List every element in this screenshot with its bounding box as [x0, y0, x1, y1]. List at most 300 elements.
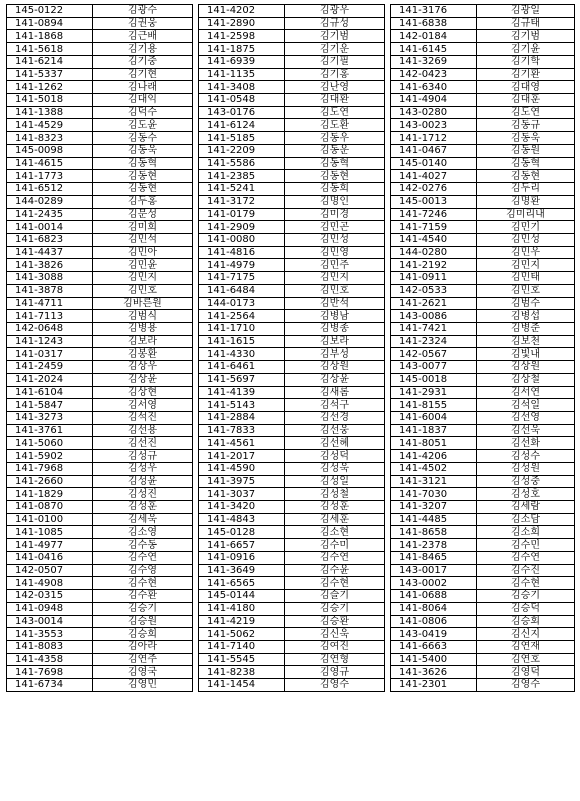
- member-code-cell: 141-0100: [7, 513, 93, 526]
- member-code-cell: 141-4219: [199, 615, 285, 628]
- member-name-cell: 김미희: [93, 221, 193, 234]
- member-code-cell: 143-0017: [391, 564, 477, 577]
- member-name-cell: 김신욱: [285, 628, 385, 641]
- member-code-cell: 141-6461: [199, 361, 285, 374]
- member-code-cell: 141-5337: [7, 68, 93, 81]
- member-name-cell: 김도연: [285, 106, 385, 119]
- member-code-cell: 141-6657: [199, 539, 285, 552]
- table-row: [7, 475, 575, 488]
- member-name-cell: 김수진: [477, 564, 575, 577]
- member-code-cell: 141-0014: [7, 221, 93, 234]
- table-row: [7, 68, 575, 81]
- member-name-cell: 김선진: [93, 437, 193, 450]
- member-name-cell: 김소영: [93, 526, 193, 539]
- table-row: [7, 462, 575, 475]
- member-code-cell: 141-2890: [199, 17, 285, 30]
- member-code-cell: 143-0419: [391, 628, 477, 641]
- member-code-cell: 143-0176: [199, 106, 285, 119]
- member-code-cell: 141-2884: [199, 412, 285, 425]
- member-name-cell: 김승기: [93, 602, 193, 615]
- table-row: [7, 132, 575, 145]
- member-code-cell: 141-3626: [391, 666, 477, 679]
- member-code-cell: 141-1710: [199, 322, 285, 335]
- member-name-cell: 김광수: [93, 5, 193, 18]
- member-name-cell: 김대환: [285, 94, 385, 107]
- member-code-cell: 145-0098: [7, 144, 93, 157]
- table-row: [7, 322, 575, 335]
- member-code-cell: 141-4979: [199, 259, 285, 272]
- member-code-cell: 141-1085: [7, 526, 93, 539]
- member-code-cell: 142-0276: [391, 183, 477, 196]
- member-code-cell: 141-5847: [7, 399, 93, 412]
- member-code-cell: 141-8051: [391, 437, 477, 450]
- member-name-cell: 김대훈: [477, 94, 575, 107]
- member-code-cell: 141-2909: [199, 221, 285, 234]
- member-code-cell: 141-3088: [7, 272, 93, 285]
- member-name-cell: 김동욱: [477, 132, 575, 145]
- member-code-cell: 141-3826: [7, 259, 93, 272]
- member-code-cell: 141-2378: [391, 539, 477, 552]
- member-name-cell: 김세욱: [93, 513, 193, 526]
- member-name-cell: 김민영: [285, 246, 385, 259]
- member-name-cell: 김범식: [93, 310, 193, 323]
- member-name-cell: 김동현: [477, 170, 575, 183]
- member-name-cell: 김수민: [477, 539, 575, 552]
- member-code-cell: 141-3037: [199, 488, 285, 501]
- member-code-cell: 141-6004: [391, 412, 477, 425]
- table-row: [7, 81, 575, 94]
- table-row: [7, 640, 575, 653]
- table-row: [7, 602, 575, 615]
- member-code-cell: 141-1712: [391, 132, 477, 145]
- member-code-cell: 141-5400: [391, 653, 477, 666]
- member-name-cell: 김보라: [285, 335, 385, 348]
- member-name-cell: 김수윤: [285, 564, 385, 577]
- member-name-cell: 김성윤: [93, 475, 193, 488]
- member-code-cell: 141-3121: [391, 475, 477, 488]
- member-code-cell: 141-8323: [7, 132, 93, 145]
- member-name-cell: 김기중: [93, 55, 193, 68]
- member-code-cell: 141-2192: [391, 259, 477, 272]
- member-code-cell: 141-0548: [199, 94, 285, 107]
- table-row: [7, 590, 575, 603]
- member-code-cell: 141-0688: [391, 590, 477, 603]
- member-name-cell: 김민석: [93, 233, 193, 246]
- member-name-cell: 김도환: [285, 119, 385, 132]
- table-row: [7, 551, 575, 564]
- member-code-cell: 143-0014: [7, 615, 93, 628]
- member-code-cell: 141-4977: [7, 539, 93, 552]
- member-name-cell: 김민호: [93, 284, 193, 297]
- member-code-cell: 141-6939: [199, 55, 285, 68]
- table-row: [7, 513, 575, 526]
- member-code-cell: 142-0423: [391, 68, 477, 81]
- member-name-cell: 김선혜: [285, 437, 385, 450]
- member-code-cell: 141-1388: [7, 106, 93, 119]
- member-code-cell: 141-6104: [7, 386, 93, 399]
- member-code-cell: 141-0916: [199, 551, 285, 564]
- table-row: [7, 361, 575, 374]
- member-name-cell: 김규태: [477, 17, 575, 30]
- member-code-cell: 145-0140: [391, 157, 477, 170]
- member-code-cell: 141-6512: [7, 183, 93, 196]
- member-name-cell: 김기환: [477, 68, 575, 81]
- member-code-cell: 141-0416: [7, 551, 93, 564]
- member-code-cell: 141-6340: [391, 81, 477, 94]
- member-name-cell: 김명인: [285, 195, 385, 208]
- member-code-cell: 141-7159: [391, 221, 477, 234]
- member-code-cell: 143-0002: [391, 577, 477, 590]
- member-code-cell: 141-7421: [391, 322, 477, 335]
- member-code-cell: 141-6484: [199, 284, 285, 297]
- table-row: [7, 297, 575, 310]
- table-row: [7, 157, 575, 170]
- member-name-cell: 김상윤: [93, 373, 193, 386]
- member-name-cell: 김병준: [477, 322, 575, 335]
- member-name-cell: 김수연: [93, 551, 193, 564]
- member-code-cell: 141-7833: [199, 424, 285, 437]
- member-name-cell: 김연호: [477, 653, 575, 666]
- member-code-cell: 141-6214: [7, 55, 93, 68]
- table-row: [7, 17, 575, 30]
- member-code-cell: 141-4561: [199, 437, 285, 450]
- member-name-cell: 김소현: [285, 526, 385, 539]
- member-code-cell: 141-0948: [7, 602, 93, 615]
- table-row: [7, 386, 575, 399]
- member-code-cell: 141-1829: [7, 488, 93, 501]
- member-code-cell: 141-4540: [391, 233, 477, 246]
- member-code-cell: 141-3273: [7, 412, 93, 425]
- table-row: [7, 348, 575, 361]
- member-code-cell: 141-4180: [199, 602, 285, 615]
- member-code-cell: 141-1875: [199, 43, 285, 56]
- member-code-cell: 141-3172: [199, 195, 285, 208]
- member-code-cell: 141-6124: [199, 119, 285, 132]
- member-code-cell: 141-4202: [199, 5, 285, 18]
- member-name-cell: 김동현: [93, 170, 193, 183]
- member-name-cell: 김영규: [285, 666, 385, 679]
- member-name-cell: 김승원: [93, 615, 193, 628]
- member-code-cell: 141-0870: [7, 501, 93, 514]
- member-name-cell: 김영민: [93, 679, 193, 692]
- member-code-cell: 141-4816: [199, 246, 285, 259]
- member-code-cell: 141-6145: [391, 43, 477, 56]
- member-code-cell: 141-5586: [199, 157, 285, 170]
- member-name-cell: 김민지: [477, 259, 575, 272]
- member-name-cell: 김권웅: [93, 17, 193, 30]
- member-name-cell: 김영국: [93, 666, 193, 679]
- member-code-cell: 141-1868: [7, 30, 93, 43]
- member-list-table: [6, 4, 575, 692]
- member-name-cell: 김민호: [477, 284, 575, 297]
- table-row: [7, 335, 575, 348]
- member-code-cell: 141-7175: [199, 272, 285, 285]
- member-name-cell: 김미리내: [477, 208, 575, 221]
- member-code-cell: 141-4904: [391, 94, 477, 107]
- member-code-cell: 141-2564: [199, 310, 285, 323]
- member-code-cell: 142-0533: [391, 284, 477, 297]
- member-name-cell: 김광일: [477, 5, 575, 18]
- member-name-cell: 김영수: [477, 679, 575, 692]
- member-name-cell: 김두홍: [93, 195, 193, 208]
- member-name-cell: 김민기: [477, 221, 575, 234]
- member-code-cell: 141-6838: [391, 17, 477, 30]
- member-name-cell: 김연주: [93, 653, 193, 666]
- table-row: [7, 183, 575, 196]
- member-name-cell: 김상윤: [285, 373, 385, 386]
- member-name-cell: 김동혁: [477, 157, 575, 170]
- member-name-cell: 김성수: [477, 450, 575, 463]
- member-name-cell: 김바른원: [93, 297, 193, 310]
- member-name-cell: 김두리: [477, 183, 575, 196]
- member-code-cell: 141-5618: [7, 43, 93, 56]
- member-code-cell: 141-8083: [7, 640, 93, 653]
- member-code-cell: 141-2459: [7, 361, 93, 374]
- member-name-cell: 김동혁: [93, 157, 193, 170]
- member-name-cell: 김규성: [285, 17, 385, 30]
- member-name-cell: 김보라: [93, 335, 193, 348]
- member-code-cell: 141-0317: [7, 348, 93, 361]
- member-name-cell: 김수환: [93, 590, 193, 603]
- member-code-cell: 141-4615: [7, 157, 93, 170]
- table-row: [7, 373, 575, 386]
- member-code-cell: 141-6663: [391, 640, 477, 653]
- table-row: [7, 628, 575, 641]
- table-row: [7, 653, 575, 666]
- member-code-cell: 141-7030: [391, 488, 477, 501]
- member-name-cell: 김기범: [477, 30, 575, 43]
- member-name-cell: 김수현: [93, 577, 193, 590]
- member-code-cell: 141-7968: [7, 462, 93, 475]
- member-code-cell: 141-8658: [391, 526, 477, 539]
- member-name-cell: 김선웅: [285, 424, 385, 437]
- member-name-cell: 김대영: [477, 81, 575, 94]
- member-name-cell: 김도윤: [93, 119, 193, 132]
- table-row: [7, 144, 575, 157]
- member-name-cell: 김명환: [477, 195, 575, 208]
- member-name-cell: 김기윤: [477, 43, 575, 56]
- member-name-cell: 김민성: [285, 233, 385, 246]
- member-code-cell: 141-0911: [391, 272, 477, 285]
- member-name-cell: 김세람: [477, 501, 575, 514]
- member-code-cell: 142-0567: [391, 348, 477, 361]
- member-code-cell: 141-1454: [199, 679, 285, 692]
- table-row: [7, 55, 575, 68]
- member-code-cell: 141-8064: [391, 602, 477, 615]
- member-code-cell: 141-4027: [391, 170, 477, 183]
- table-row: [7, 170, 575, 183]
- member-name-cell: 김소희: [477, 526, 575, 539]
- member-code-cell: 141-6565: [199, 577, 285, 590]
- member-name-cell: 김선화: [477, 437, 575, 450]
- member-name-cell: 김성훈: [285, 501, 385, 514]
- member-name-cell: 김석구: [285, 399, 385, 412]
- member-code-cell: 141-2598: [199, 30, 285, 43]
- member-code-cell: 145-0128: [199, 526, 285, 539]
- member-code-cell: 141-4529: [7, 119, 93, 132]
- member-name-cell: 김기범: [285, 30, 385, 43]
- member-name-cell: 김민윤: [93, 259, 193, 272]
- member-code-cell: 141-1262: [7, 81, 93, 94]
- member-name-cell: 김수현: [477, 577, 575, 590]
- member-name-cell: 김기필: [285, 55, 385, 68]
- member-code-cell: 144-0173: [199, 297, 285, 310]
- table-row: [7, 246, 575, 259]
- member-code-cell: 141-2324: [391, 335, 477, 348]
- member-name-cell: 김미경: [285, 208, 385, 221]
- member-code-cell: 144-0289: [7, 195, 93, 208]
- member-name-cell: 김아라: [93, 640, 193, 653]
- member-name-cell: 김서연: [477, 386, 575, 399]
- member-code-cell: 141-0894: [7, 17, 93, 30]
- member-code-cell: 145-0018: [391, 373, 477, 386]
- member-code-cell: 141-5545: [199, 653, 285, 666]
- member-code-cell: 142-0315: [7, 590, 93, 603]
- member-name-cell: 김서영: [93, 399, 193, 412]
- member-code-cell: 141-4437: [7, 246, 93, 259]
- member-name-cell: 김반석: [285, 297, 385, 310]
- member-name-cell: 김성철: [285, 488, 385, 501]
- table-row: [7, 221, 575, 234]
- member-code-cell: 141-4590: [199, 462, 285, 475]
- member-name-cell: 김수미: [285, 539, 385, 552]
- member-code-cell: 141-2024: [7, 373, 93, 386]
- member-name-cell: 김기용: [93, 43, 193, 56]
- member-name-cell: 김민태: [477, 272, 575, 285]
- member-code-cell: 141-5018: [7, 94, 93, 107]
- table-row: [7, 450, 575, 463]
- member-code-cell: 141-1243: [7, 335, 93, 348]
- member-name-cell: 김문성: [93, 208, 193, 221]
- member-code-cell: 141-1837: [391, 424, 477, 437]
- table-row: [7, 94, 575, 107]
- member-name-cell: 김부성: [285, 348, 385, 361]
- member-name-cell: 김선용: [93, 424, 193, 437]
- member-name-cell: 김상철: [477, 373, 575, 386]
- member-name-cell: 김병남: [285, 310, 385, 323]
- member-code-cell: 141-4206: [391, 450, 477, 463]
- member-code-cell: 141-5060: [7, 437, 93, 450]
- member-name-cell: 김선영: [477, 412, 575, 425]
- member-code-cell: 145-0013: [391, 195, 477, 208]
- member-code-cell: 141-2435: [7, 208, 93, 221]
- member-name-cell: 김동현: [285, 170, 385, 183]
- member-name-cell: 김수동: [93, 539, 193, 552]
- member-code-cell: 141-3269: [391, 55, 477, 68]
- member-code-cell: 141-3878: [7, 284, 93, 297]
- member-name-cell: 김승환: [285, 615, 385, 628]
- table-row: [7, 208, 575, 221]
- member-name-cell: 김병섭: [477, 310, 575, 323]
- member-code-cell: 141-3420: [199, 501, 285, 514]
- member-code-cell: 141-0806: [391, 615, 477, 628]
- member-name-cell: 김동현: [93, 183, 193, 196]
- member-name-cell: 김연형: [285, 653, 385, 666]
- member-name-cell: 김새롬: [285, 386, 385, 399]
- member-name-cell: 김상원: [285, 361, 385, 374]
- member-code-cell: 143-0023: [391, 119, 477, 132]
- member-name-cell: 김기학: [477, 55, 575, 68]
- member-code-cell: 141-8155: [391, 399, 477, 412]
- member-code-cell: 141-3408: [199, 81, 285, 94]
- member-name-cell: 김덕수: [93, 106, 193, 119]
- member-name-cell: 김영수: [285, 679, 385, 692]
- member-name-cell: 김세훈: [285, 513, 385, 526]
- table-row: [7, 577, 575, 590]
- member-name-cell: 김여진: [285, 640, 385, 653]
- member-name-cell: 김성원: [477, 462, 575, 475]
- member-code-cell: 141-4358: [7, 653, 93, 666]
- member-name-cell: 김성훈: [93, 501, 193, 514]
- member-name-cell: 김선욱: [477, 424, 575, 437]
- member-list-body: [7, 5, 575, 692]
- table-row: [7, 5, 575, 18]
- member-name-cell: 김성호: [477, 488, 575, 501]
- member-name-cell: 김석일: [477, 399, 575, 412]
- member-code-cell: 141-3761: [7, 424, 93, 437]
- member-code-cell: 141-6734: [7, 679, 93, 692]
- member-name-cell: 김범수: [477, 297, 575, 310]
- member-name-cell: 김보천: [477, 335, 575, 348]
- member-name-cell: 김성덕: [285, 450, 385, 463]
- table-row: [7, 310, 575, 323]
- member-name-cell: 김성규: [93, 450, 193, 463]
- table-row: [7, 424, 575, 437]
- member-name-cell: 김슬기: [285, 590, 385, 603]
- member-code-cell: 141-3176: [391, 5, 477, 18]
- member-name-cell: 김민호: [285, 284, 385, 297]
- member-code-cell: 141-4843: [199, 513, 285, 526]
- member-name-cell: 김대익: [93, 94, 193, 107]
- table-row: [7, 501, 575, 514]
- table-row: [7, 488, 575, 501]
- member-name-cell: 김석진: [93, 412, 193, 425]
- member-name-cell: 김병용: [93, 322, 193, 335]
- member-name-cell: 김나래: [93, 81, 193, 94]
- member-code-cell: 141-1773: [7, 170, 93, 183]
- member-name-cell: 김소담: [477, 513, 575, 526]
- member-name-cell: 김동운: [285, 144, 385, 157]
- member-name-cell: 김빛내: [477, 348, 575, 361]
- table-row: [7, 195, 575, 208]
- member-code-cell: 141-4502: [391, 462, 477, 475]
- member-name-cell: 김성욱: [285, 462, 385, 475]
- member-name-cell: 김승회: [477, 615, 575, 628]
- member-code-cell: 141-0080: [199, 233, 285, 246]
- member-code-cell: 142-0648: [7, 322, 93, 335]
- member-code-cell: 141-8465: [391, 551, 477, 564]
- member-code-cell: 145-0122: [7, 5, 93, 18]
- member-name-cell: 김동욱: [93, 144, 193, 157]
- member-name-cell: 김기홍: [285, 68, 385, 81]
- member-name-cell: 김민곤: [285, 221, 385, 234]
- member-code-cell: 144-0280: [391, 246, 477, 259]
- member-name-cell: 김동우: [285, 132, 385, 145]
- member-code-cell: 141-4711: [7, 297, 93, 310]
- table-row: [7, 564, 575, 577]
- member-name-cell: 김성중: [477, 475, 575, 488]
- member-code-cell: 141-2209: [199, 144, 285, 157]
- table-row: [7, 119, 575, 132]
- member-name-cell: 김난영: [285, 81, 385, 94]
- member-code-cell: 141-3553: [7, 628, 93, 641]
- member-name-cell: 김연재: [477, 640, 575, 653]
- member-code-cell: 141-2621: [391, 297, 477, 310]
- member-name-cell: 김민아: [93, 246, 193, 259]
- member-name-cell: 김병종: [285, 322, 385, 335]
- member-name-cell: 김상원: [477, 361, 575, 374]
- member-code-cell: 141-5241: [199, 183, 285, 196]
